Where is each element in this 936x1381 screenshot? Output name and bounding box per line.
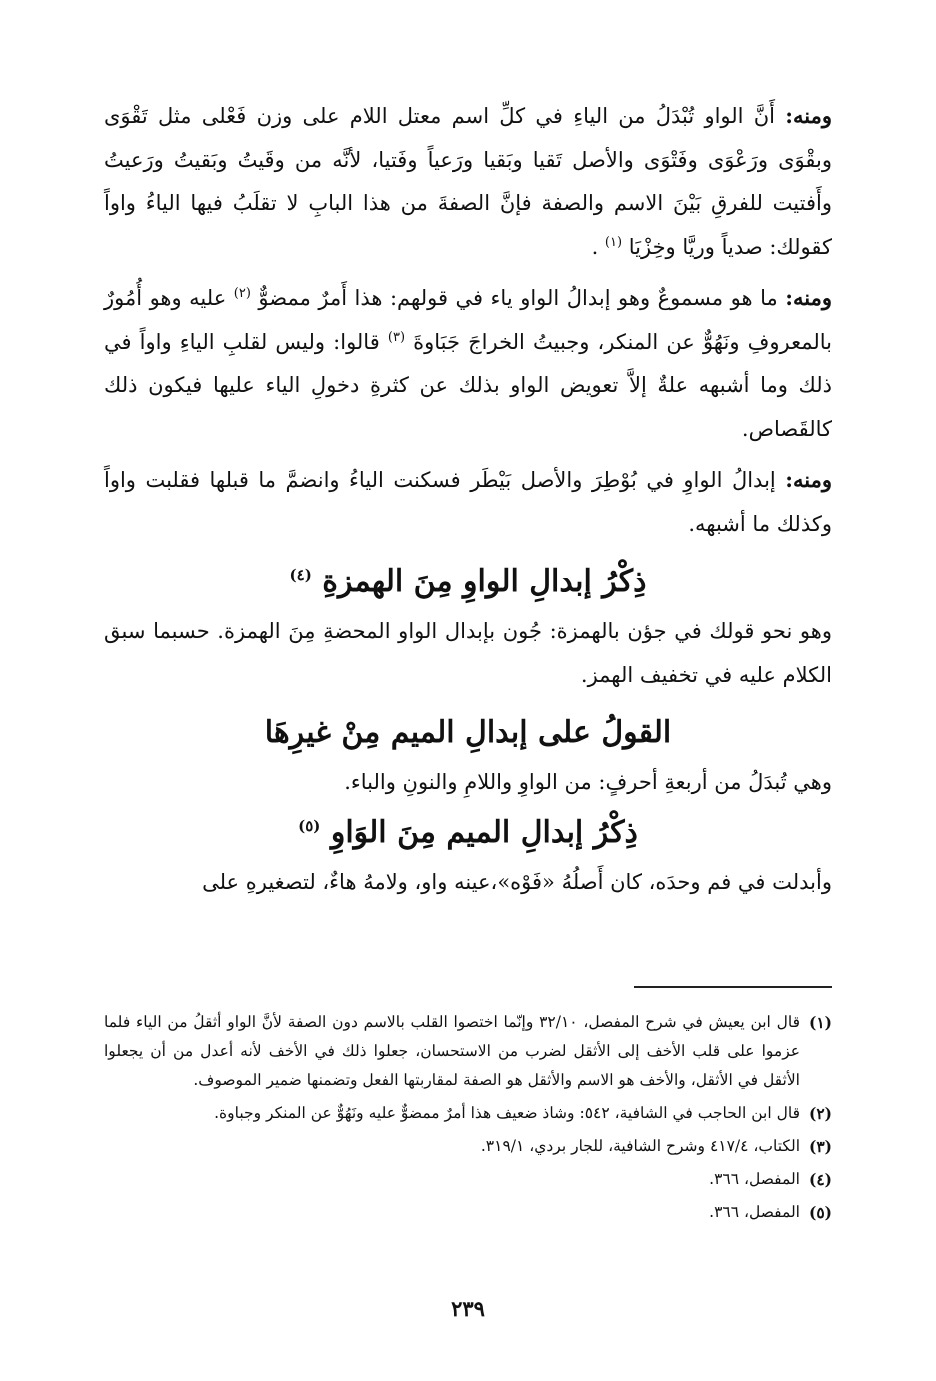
footnote-ref[interactable]: (٣) bbox=[387, 329, 406, 345]
footnote-text: قال ابن الحاجب في الشافية، ٥٤٢: وشاذ ضعيف هذا أمرٌ ممضوٌّ عليه ونَهُوٌّ عن المنكر وجباوة. bbox=[214, 1104, 800, 1122]
footnote-2 bbox=[104, 1099, 832, 1128]
footnote-text: المفصل، ٣٦٦. bbox=[709, 1170, 800, 1188]
footnote-3 bbox=[104, 1132, 832, 1161]
footnote-5 bbox=[104, 1198, 832, 1227]
paragraph-lead-word: ومنه: bbox=[785, 467, 832, 492]
footnote-number: (١) bbox=[808, 1013, 832, 1032]
footnote-number: (٥) bbox=[808, 1203, 832, 1222]
paragraph-lead-word: ومنه: bbox=[785, 285, 832, 310]
footnote-1 bbox=[104, 1008, 832, 1095]
heading-text: القولُ على إبدالِ الميم مِنْ غيرِهَا bbox=[264, 715, 672, 750]
heading-text: ذِكْرُ إبدالِ الميم مِنَ الوَاوِ bbox=[330, 814, 638, 850]
paragraph-tail: . bbox=[591, 234, 605, 259]
footnote-4 bbox=[104, 1165, 832, 1194]
paragraph-text: عليه وهو أُمُورٌ بالمعروفِ ونَهُوٌّ عن المنكر، وجبيتُ الخراجَ جَبَاوةَ bbox=[104, 286, 832, 354]
section-heading-waw-from-hamza bbox=[104, 554, 832, 610]
footnotes bbox=[104, 1008, 832, 1227]
footnote-divider bbox=[634, 986, 832, 988]
footnote-ref[interactable]: (٥) bbox=[298, 816, 321, 835]
paragraph-text: أَنَّ الواو تُبْدَلُ من الياءِ في كلِّ اسم معتل اللام على وزن فَعْلى مثل تَقْوَى وبقْوَى ورَعْوَى وفَتْوَى والأصل تَقيا وبَقيا ورَعياً وفَتيا، لأنَّه من وقَيتُ وبَقيتُ ورَعيتُ وأَفتيت للفرقِ بَيْنَ الاسم والصفة فإنَّ الصفةَ من هذا البابِ لا تقلَبُ فيها الياءُ واواً كقولك: صدياً وريَّا وخِزْيَا bbox=[104, 104, 832, 259]
paragraph-fam: وأبدلت في فم وحدَه، كان أَصلُهُ «فَوْه»،عينه واو، ولامهُ هاءٌ، لتصغيرهِ على bbox=[202, 869, 832, 894]
paragraph-hamza: وهو نحو قولك في جؤن بالهمزة: جُون بإبدال الواو المحضةِ مِنَ الهمزة. حسبما سبق الكلام عليه في تخفيف الهمز. bbox=[104, 619, 832, 687]
heading-text: ذِكْرُ إبدالِ الواوِ مِنَ الهمزةِ bbox=[322, 564, 647, 599]
section-heading-mim bbox=[104, 705, 832, 761]
footnote-text: الكتاب، ٤١٧/٤ وشرح الشافية، للجار بردي، ٣١٩/١. bbox=[480, 1137, 800, 1155]
footnote-text: قال ابن يعيش في شرح المفصل، ٣٢/١٠ وإنّما اختصوا القلب بالاسم دون الصفة لأنَّ الواو أثقلُ من الياء فلما عزموا على قلب الأخف إلى الأثقل لضرب من الاستحسان، جعلوا ذلك في الأخف لأنه أعدل من أن يجعلوا الأثقل في الأثقل، والأخف هو الاسم والأثقل هو الصفة لمقاربتها الفعل وتضمنها ضمير الموصوف. bbox=[104, 1013, 800, 1089]
page-number: ٢٣٩ bbox=[451, 1296, 485, 1321]
paragraph-text: إبدالُ الواوِ في بُوْطِرَ والأصل بَيْطَر فسكنت الياءُ وانضمَّ ما قبلها فقلبت واواً وكذلك ما أشبهه. bbox=[104, 468, 832, 536]
section-heading-mim-from-waw bbox=[104, 805, 832, 861]
paragraph-bawtara bbox=[104, 458, 832, 546]
paragraph-lead-word: ومنه: bbox=[785, 103, 832, 128]
footnote-text: المفصل، ٣٦٦. bbox=[709, 1203, 800, 1221]
paragraph-waw-from-ya bbox=[104, 94, 832, 269]
footnote-ref[interactable]: (٢) bbox=[233, 286, 251, 301]
paragraph-text: قالوا: وليس لقلبِ الياءِ واواً في ذلك وما أشبهه علةٌ إلاَّ تعويض الواو بذلك عن كثرةِ دخولِ الياء عليها فيكون ذلك كالقَصاص. bbox=[104, 329, 832, 441]
main-text-top bbox=[104, 94, 832, 904]
paragraph-heard-forms bbox=[104, 276, 832, 451]
footnote-ref[interactable]: (١) bbox=[604, 234, 623, 250]
paragraph-mim: وهي تُبدَلُ من أربعةِ أحرفٍ: من الواوِ واللامِ والنونِ والباء. bbox=[344, 770, 832, 794]
footnote-number: (٤) bbox=[808, 1170, 832, 1189]
paragraph-text: ما هو مسموعٌ وهو إبدالُ الواو ياء في قولهم: هذا أَمرٌ ممضوٌّ bbox=[258, 286, 786, 310]
footnote-number: (٢) bbox=[808, 1104, 832, 1123]
footnote-number: (٣) bbox=[808, 1137, 832, 1156]
footnote-ref[interactable]: (٤) bbox=[289, 566, 312, 584]
